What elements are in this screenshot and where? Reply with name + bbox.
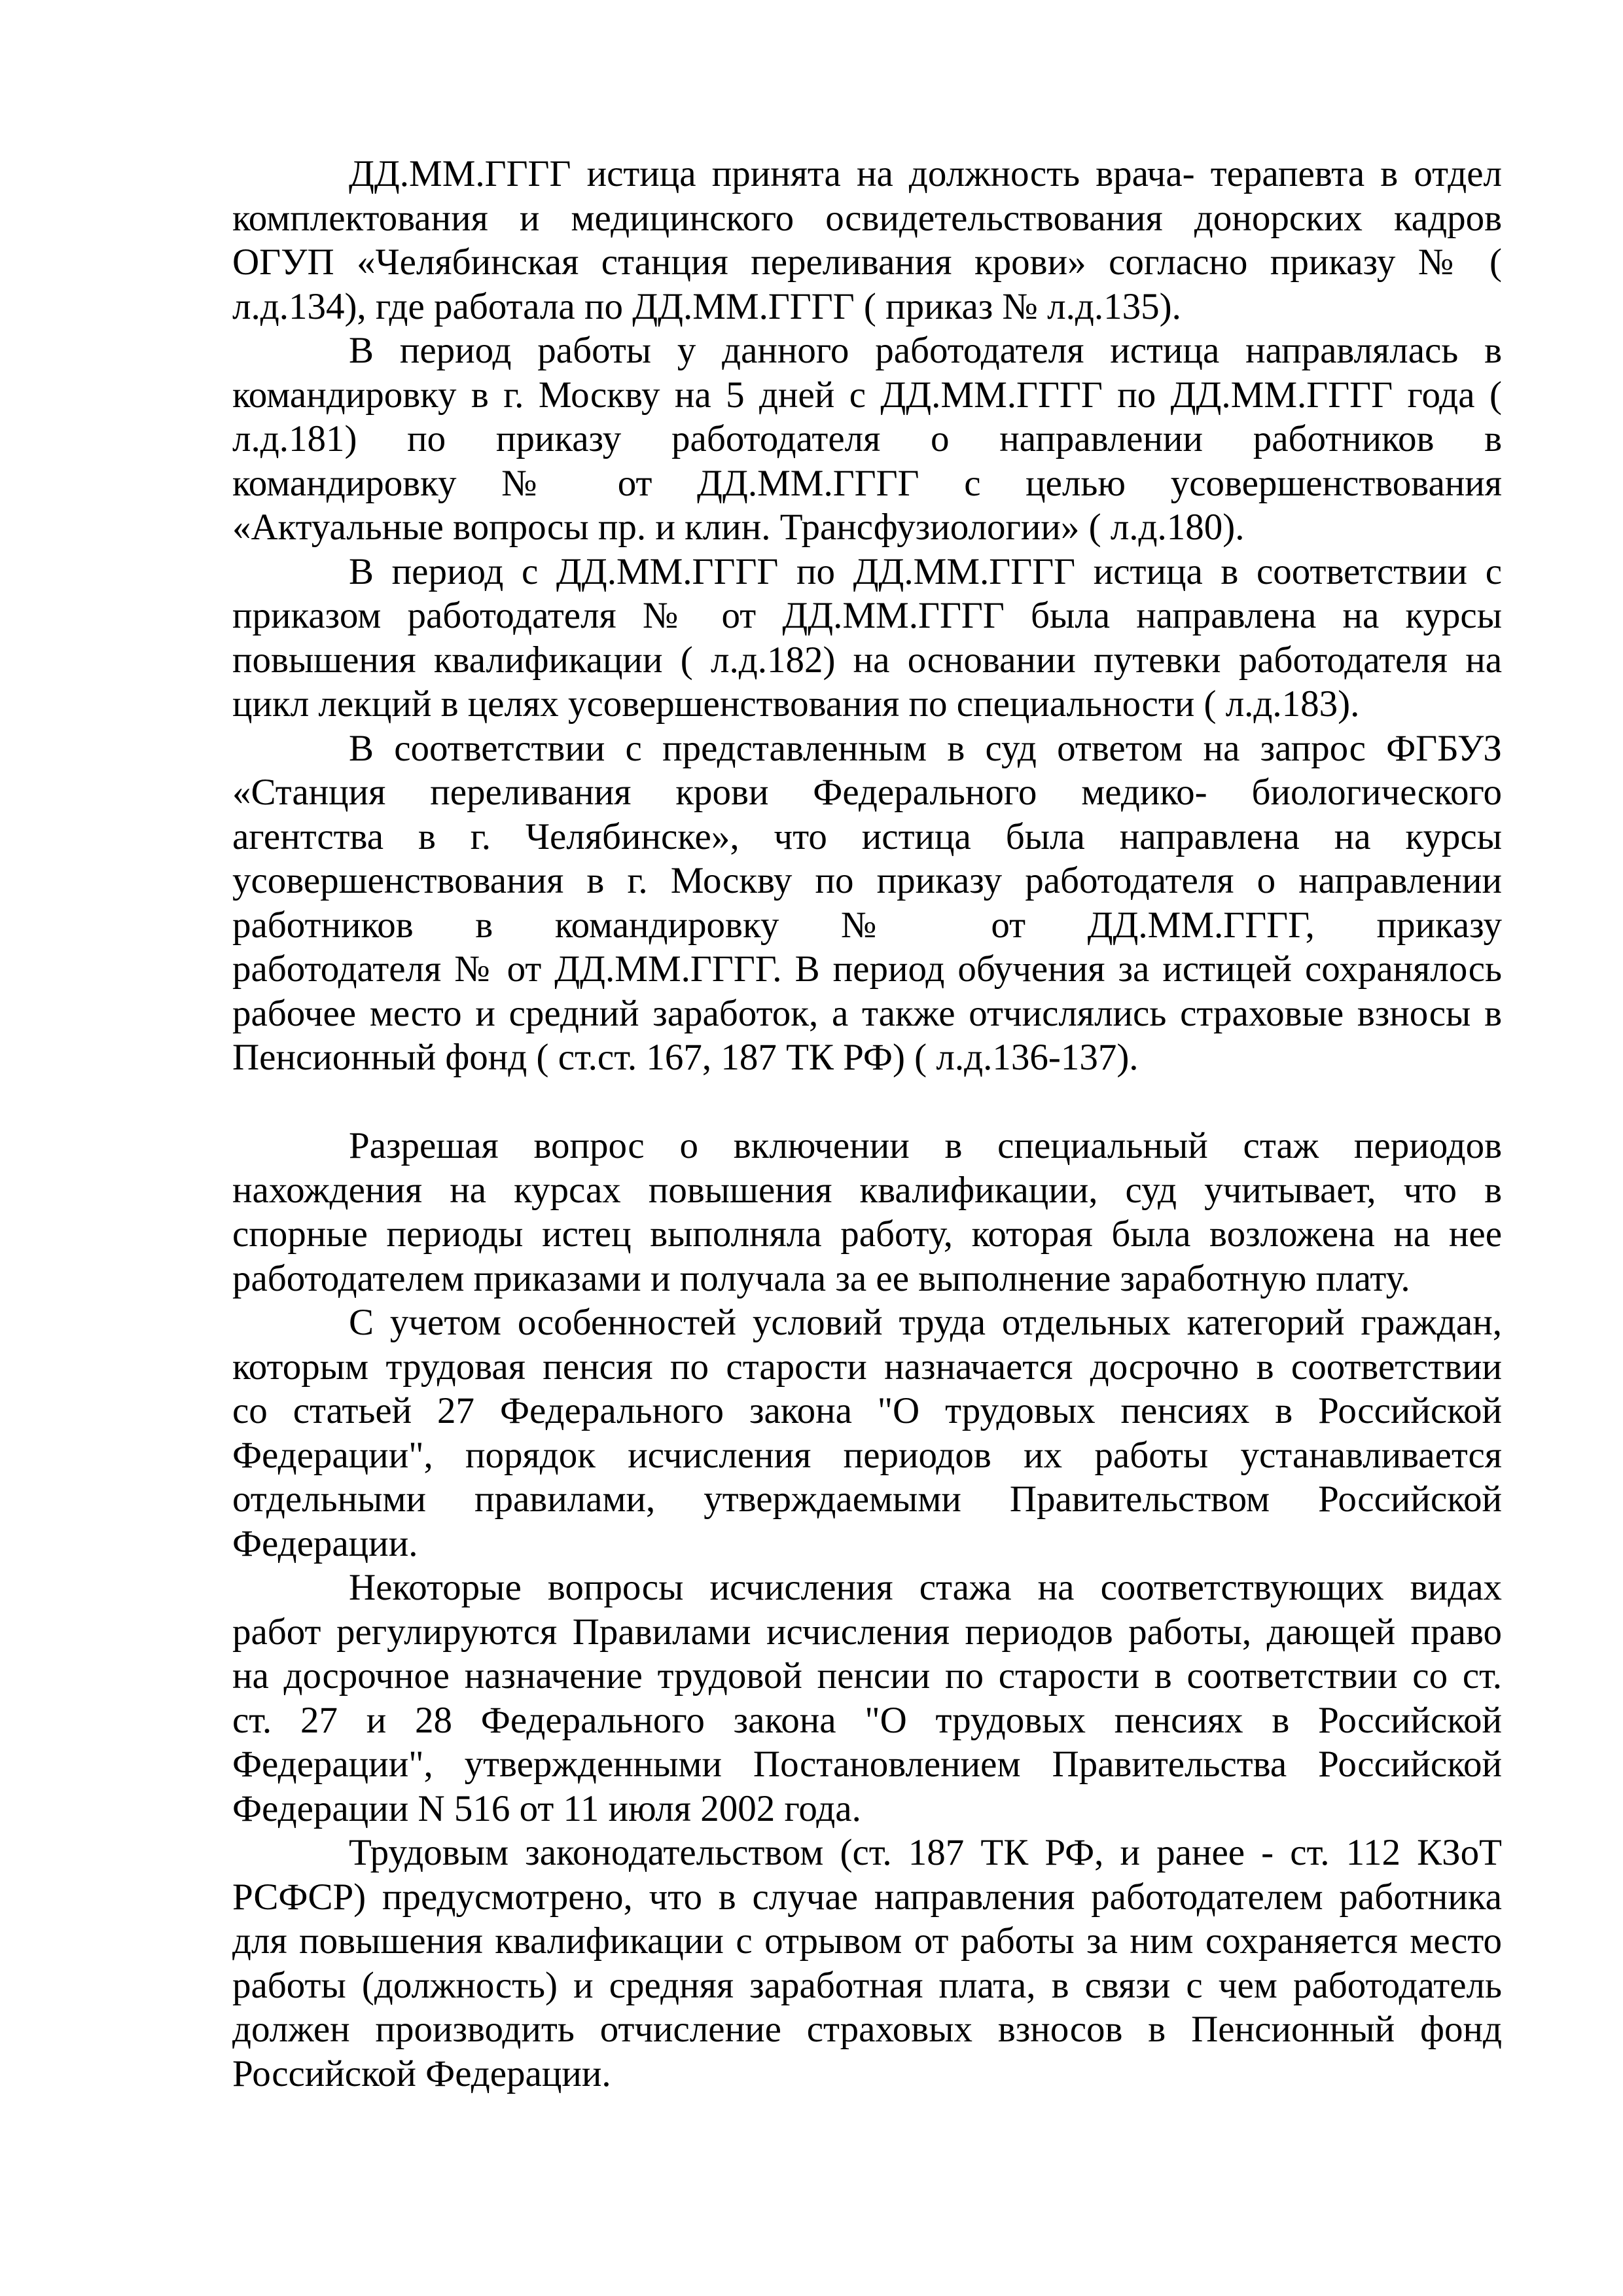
text-line: Российской Федерации. bbox=[232, 2053, 611, 2094]
text-line: цикл лекций в целях усовершенствования по специальности ( л.д.183). bbox=[232, 683, 1360, 725]
text-line: должен производить отчисление страховых взносов в Пенсионный фонд bbox=[232, 2009, 1502, 2050]
paragraph bbox=[232, 329, 1502, 550]
document-text-block bbox=[232, 152, 1502, 2096]
paragraph bbox=[232, 550, 1502, 726]
text-line: усовершенствования в г. Москву по приказу работодателя о направлении bbox=[232, 860, 1502, 901]
text-line: «Актуальные вопросы пр. и клин. Трансфузиологии» ( л.д.180). bbox=[232, 507, 1245, 548]
text-line: Разрешая вопрос о включении в специальный стаж периодов bbox=[349, 1125, 1502, 1166]
text-line: Федерации N 516 от 11 июля 2002 года. bbox=[232, 1787, 861, 1829]
paragraph bbox=[232, 726, 1502, 1080]
text-line: ДД.ММ.ГГГГ истица принята на должность врача- терапевта в отдел bbox=[349, 153, 1502, 194]
text-line: отдельными правилами, утверждаемыми Правительством Российской bbox=[232, 1479, 1502, 1520]
text-line: на досрочное назначение трудовой пенсии по старости в соответствии со ст. bbox=[232, 1655, 1502, 1696]
text-line: С учетом особенностей условий труда отдельных категорий граждан, bbox=[349, 1302, 1502, 1343]
text-line: л.д.181) по приказу работодателя о направлении работников в bbox=[232, 418, 1502, 459]
text-line: Пенсионный фонд ( ст.ст. 167, 187 ТК РФ) ( л.д.136-137). bbox=[232, 1037, 1139, 1078]
text-line: Федерации. bbox=[232, 1522, 418, 1564]
text-line: «Станция переливания крови Федерального медико- биологического bbox=[232, 772, 1502, 813]
text-line: агентства в г. Челябинске», что истица была направлена на курсы bbox=[232, 816, 1502, 857]
paragraph bbox=[232, 1124, 1502, 1300]
text-line: работодателем приказами и получала за ее выполнение заработную плату. bbox=[232, 1257, 1410, 1299]
text-line: со статьей 27 Федерального закона "О трудовых пенсиях в Российской bbox=[232, 1390, 1502, 1431]
text-line: рабочее место и средний заработок, а также отчислялись страховые взносы в bbox=[232, 992, 1502, 1034]
text-line: комплектования и медицинского освидетельствования донорских кадров bbox=[232, 197, 1502, 239]
text-line: Федерации", порядок исчисления периодов их работы устанавливается bbox=[232, 1434, 1502, 1476]
text-line: командировку в г. Москву на 5 дней с ДД.ММ.ГГГГ по ДД.ММ.ГГГГ года ( bbox=[232, 374, 1502, 416]
paragraph bbox=[232, 152, 1502, 329]
text-line: В период с ДД.ММ.ГГГГ по ДД.ММ.ГГГГ истица в соответствии с bbox=[349, 550, 1502, 592]
text-line: которым трудовая пенсия по старости назначается досрочно в соответствии bbox=[232, 1346, 1502, 1388]
text-line: ст. 27 и 28 Федерального закона "О трудовых пенсиях в Российской bbox=[232, 1699, 1502, 1741]
text-line: спорные периоды истец выполняла работу, которая была возложена на нее bbox=[232, 1213, 1502, 1255]
text-line: РСФСР) предусмотрено, что в случае направления работодателем работника bbox=[232, 1876, 1502, 1918]
blank-line bbox=[232, 1080, 1502, 1124]
text-line: работников в командировку № от ДД.ММ.ГГГГ, приказу bbox=[232, 904, 1502, 946]
text-line: работы (должность) и средняя заработная плата, в связи с чем работодатель bbox=[232, 1964, 1502, 2006]
text-line: нахождения на курсах повышения квалификации, суд учитывает, что в bbox=[232, 1169, 1502, 1211]
text-line: ОГУП «Челябинская станция переливания крови» согласно приказу № ( bbox=[232, 242, 1502, 283]
text-line: Трудовым законодательством (ст. 187 ТК РФ, и ранее - ст. 112 КЗоТ bbox=[349, 1832, 1502, 1873]
text-line: Некоторые вопросы исчисления стажа на соответствующих видах bbox=[349, 1567, 1502, 1608]
text-line: повышения квалификации ( л.д.182) на основании путевки работодателя на bbox=[232, 639, 1502, 681]
text-line: В период работы у данного работодателя истица направлялась в bbox=[349, 330, 1502, 371]
text-line: приказом работодателя № от ДД.ММ.ГГГГ была направлена на курсы bbox=[232, 595, 1502, 636]
paragraph bbox=[232, 1300, 1502, 1566]
text-line: командировку № от ДД.ММ.ГГГГ с целью усовершенствования bbox=[232, 462, 1502, 504]
paragraph bbox=[232, 1831, 1502, 2096]
text-line: работодателя № от ДД.ММ.ГГГГ. В период обучения за истицей сохранялось bbox=[232, 948, 1502, 990]
paragraph bbox=[232, 1566, 1502, 1831]
text-line: работ регулируются Правилами исчисления периодов работы, дающей право bbox=[232, 1611, 1502, 1653]
text-line: л.д.134), где работала по ДД.ММ.ГГГГ ( приказ № л.д.135). bbox=[232, 285, 1181, 327]
text-line: В соответствии с представленным в суд ответом на запрос ФГБУЗ bbox=[349, 727, 1502, 769]
text-line: Федерации", утвержденными Постановлением Правительства Российской bbox=[232, 1744, 1502, 1785]
text-line: для повышения квалификации с отрывом от работы за ним сохраняется место bbox=[232, 1920, 1502, 1962]
